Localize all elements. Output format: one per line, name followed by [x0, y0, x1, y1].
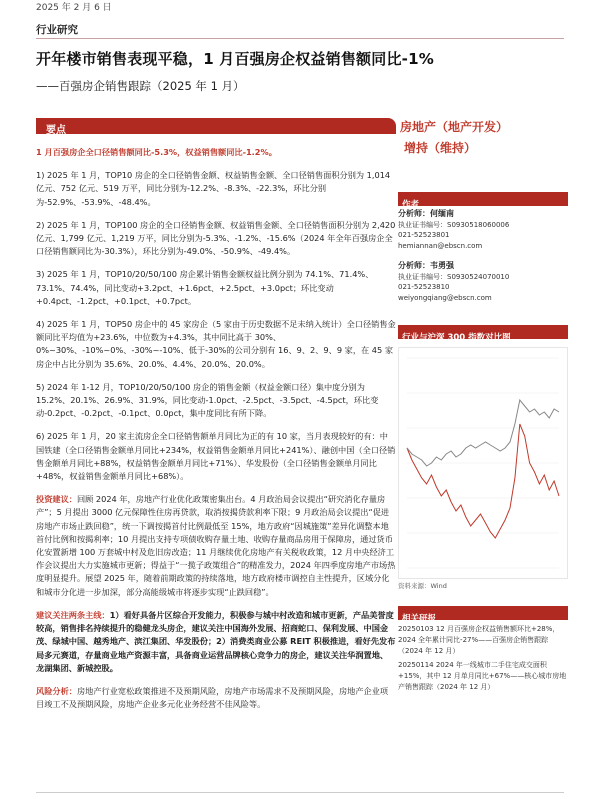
analyst-1-phone: 021-52523801	[398, 231, 450, 239]
section-label: 要点	[46, 125, 66, 136]
chart-series-line-1	[407, 424, 559, 538]
chart-svg	[399, 348, 567, 578]
risk-paragraph	[36, 685, 396, 711]
analyst-2-cert: 执业证书编号：S0930524070010	[398, 272, 510, 281]
chart-label: 行业与沪深 300 指数对比图	[402, 333, 511, 343]
advice-text: 回顾 2024 年，房地产行业优化政策密集出台。4 月政治局会议提出“研究消化存量房产”；5 月提出 3000 亿元保障性住房再贷款，取消按揭贷款利率下限；9 月政治局会议提出“促进房地产市场止跌回稳”，统一下调按揭首付比例最低至 15%，地方政府“因城施策”差异化调整本地首付比例和按揭利率；10 月提出支持专项债收购存量土地、收购存量商品房用于保障房，通过货币化安置新增 100 万套城中村及危旧房改造；11 月继续优化房地产有关税收政策，12 月中央经济工作会议提出大力实施城市更新；得益于“一揽子政策组合”的精准发力，2024 年四季度房地产市场热度明显提升。展望 2025 年，随着前期政策的持续落地，地方政府楼市调控自主性提升，区域分化和城市分化进一步加深，部分高能级城市将逐步实现“止跌回稳”。	[36, 494, 396, 597]
para-4: 4) 2025 年 1 月，TOP50 房企中的 45 家房企（5 家由于历史数据不足未纳入统计）全口径销售金额同比平均值为+23.6%，中位数为+4.3%，其中同比高于 30%、0%~30%、-10%~0%、-30%~-10%、低于-30%的公司分别有 16、9、2、9、9 家，在 45 家房企中占比分别为 35.6%、20.0%、4.4%、20.0%、20.0%。	[36, 319, 396, 369]
top-divider	[36, 38, 564, 39]
risk-text: 房地产行业宽松政策推进不及预期风险，房地产市场需求不及预期风险，房地产企业项目竣工不及预期风险，房地产企业多元化业务经营不佳风险等。	[36, 685, 389, 710]
analyst-2	[398, 261, 568, 303]
analyst-2-name: 分析师：韦勇强	[398, 261, 454, 270]
bottom-divider	[36, 792, 564, 793]
analyst-1-email[interactable]: hemiannan@ebscn.com	[398, 241, 483, 250]
chart-header-bar	[398, 325, 568, 343]
para-1: 1) 2025 年 1 月，TOP10 房企的全口径销售金额、权益销售金额、全口径销售面积分别为 1,014 亿元、752 亿元、519 万平，同比分别为-12.2%、-8.3%、-22.3%，环比分别为-52.9%、-53.9%、-48.4%。	[36, 170, 391, 207]
para-3: 3) 2025 年 1 月，TOP10/20/50/100 房企累计销售金额权益比例分别为 74.1%、71.4%、73.1%、74.4%，同比变动+3.2pct、+1.6pct、+2.5pct、+3.0pct；环比变动+0.4pct、-1.2pct、+0.1pct、+0.7pct。	[36, 269, 374, 306]
para-5: 5) 2024 年 1-12 月，TOP10/20/50/100 房企的销售金额（权益金额口径）集中度分别为 15.2%、20.1%、26.9%、31.9%，同比变动-1.0pct、-2.5pct、-3.5pct、-4.5pct，环比变动-0.2pct、-0.2pct、-0.1pct、0.0pct，集中度同比有所下降。	[36, 381, 379, 419]
author-label: 作者	[402, 200, 420, 210]
analyst-1	[398, 209, 568, 251]
related-header-bar	[398, 606, 568, 624]
author-header-bar	[398, 192, 568, 210]
report-title: 开年楼市销售表现平稳，1 月百强房企权益销售额同比-1%	[36, 50, 434, 68]
para-6: 6) 2025 年 1 月，20 家主流房企全口径销售额单月同比为正的有 10 家，当月表现较好的有：中国铁建（全口径销售金额单月同比+234%，权益销售金额单月同比+241%）、融创中国（全口径销售金额单月同比+88%，权益销售金额单月同比+71%）、华发股份（全口径销售金额单月同比+48%，权益销售金额单月同比+68%）。	[36, 431, 396, 482]
analyst-1-cert: 执业证书编号：S0930518060006	[398, 220, 510, 229]
section-header-bar	[36, 118, 396, 134]
related-report-2[interactable]: 20250114 2024 年一线城市二手住宅成交面积+15%，其中 12 月单月同比+67%——核心城市房地产销售跟踪（2024 年 12 月）	[398, 661, 567, 691]
targets-label: 建议关注两条主线：	[36, 609, 110, 620]
related-reports	[398, 624, 568, 693]
advice-label: 投资建议：	[36, 494, 77, 505]
related-label: 相关研报	[402, 614, 437, 624]
analyst-1-name: 分析师：何缅南	[398, 209, 454, 218]
report-date: 2025 年 2 月 6 日	[36, 3, 112, 13]
targets-paragraph	[36, 609, 396, 675]
chart-source: 资料来源：Wind	[398, 582, 447, 590]
index-comparison-chart	[398, 347, 568, 579]
analyst-2-email[interactable]: weiyongqiang@ebscn.com	[398, 293, 492, 302]
lead-text: 1 月百强房企全口径销售额同比-5.3%，权益销售额同比-1.2%。	[36, 147, 277, 157]
advice-paragraph	[36, 493, 396, 599]
rating-value: 增持（维持）	[404, 141, 477, 155]
risk-label: 风险分析：	[36, 685, 77, 696]
main-column	[36, 118, 396, 711]
report-subtitle: ——百强房企销售跟踪（2025 年 1 月）	[36, 79, 245, 93]
analyst-2-phone: 021-52523810	[398, 283, 450, 291]
targets-text: 1）看好具备片区综合开发能力，积极参与城中村改造和城市更新，产品美誉度较高，销售排名持续提升的稳健龙头房企，建议关注中国海外发展、招商蛇口、保利发展、中国金茂、绿城中国、越秀地产、滨江集团、华发股份；2）消费类商业公募 REIT 积极推进，看好先发布局多元赛道，存量商业地产资源丰富，具备商业运营品牌核心竞争力的房企，建议关注华润置地、龙湖集团、新城控股。	[36, 609, 396, 673]
chart-series-line-2	[407, 400, 559, 466]
para-2: 2) 2025 年 1 月，TOP100 房企的全口径销售金额、权益销售金额、全口径销售面积分别为 2,420 亿元、1,799 亿元、1,219 万平，同比分别为-5.3%、-1.2%、-15.6%（2024 年全年百强房企全口径销售额同比为-30.3%），环比分别为-49.0%、-50.9%、-49.4%。	[36, 219, 396, 257]
related-report-1[interactable]: 20250103 12 月百强房企权益销售额环比+28%，2024 全年累计同比-27%——百强房企销售跟踪（2024 年 12 月）	[398, 625, 560, 655]
sidebar	[398, 118, 568, 696]
industry-rating: 房地产（地产开发）	[400, 120, 509, 134]
report-category: 行业研究	[36, 24, 78, 36]
